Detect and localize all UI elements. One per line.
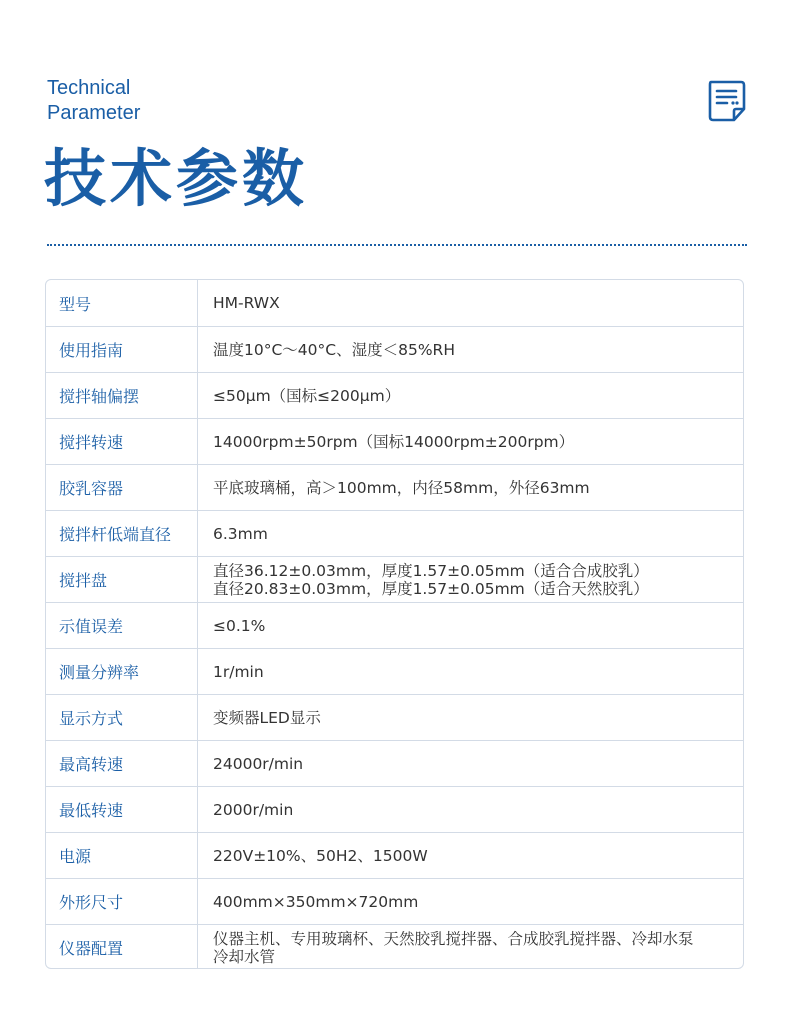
spec-value xyxy=(198,557,743,602)
spec-row xyxy=(46,832,743,878)
spec-value xyxy=(198,419,743,464)
spec-value xyxy=(198,465,743,510)
spec-value-line: 变频器LED显示 xyxy=(213,708,321,727)
spec-label: 最低转速 xyxy=(46,787,198,832)
spec-label: 示值误差 xyxy=(46,603,198,648)
spec-label: 显示方式 xyxy=(46,695,198,740)
spec-value xyxy=(198,879,743,924)
spec-row xyxy=(46,510,743,556)
spec-row xyxy=(46,464,743,510)
spec-label: 测量分辨率 xyxy=(46,649,198,694)
spec-value xyxy=(198,741,743,786)
spec-label: 搅拌转速 xyxy=(46,419,198,464)
spec-label: 最高转速 xyxy=(46,741,198,786)
spec-value xyxy=(198,833,743,878)
spec-row xyxy=(46,418,743,464)
spec-table xyxy=(45,279,744,969)
spec-value-line: 400mm×350mm×720mm xyxy=(213,892,419,911)
spec-value-line: 直径20.83±0.03mm，厚度1.57±0.05mm（适合天然胶乳） xyxy=(213,579,649,598)
spec-label: 搅拌盘 xyxy=(46,557,198,602)
spec-label: 电源 xyxy=(46,833,198,878)
spec-value-line: 14000rpm±50rpm（国标14000rpm±200rpm） xyxy=(213,432,575,451)
spec-value-line: ≤0.1% xyxy=(213,616,266,635)
document-list-icon xyxy=(707,79,747,123)
spec-value xyxy=(198,695,743,740)
spec-value xyxy=(198,280,743,326)
section-title-english-line1: Technical xyxy=(47,77,131,99)
spec-value xyxy=(198,925,743,969)
spec-row xyxy=(46,280,743,326)
section-title-english xyxy=(47,76,140,126)
spec-value xyxy=(198,511,743,556)
spec-row xyxy=(46,740,743,786)
spec-row xyxy=(46,924,743,969)
spec-label: 外形尺寸 xyxy=(46,879,198,924)
section-title-chinese: 技术参数 xyxy=(44,142,309,215)
spec-value-line: 1r/min xyxy=(213,662,264,681)
spec-value xyxy=(198,649,743,694)
spec-row xyxy=(46,786,743,832)
spec-value-line: 冷却水管 xyxy=(213,947,276,966)
spec-row xyxy=(46,556,743,602)
spec-row xyxy=(46,372,743,418)
spec-row xyxy=(46,602,743,648)
spec-value-line: 24000r/min xyxy=(213,754,304,773)
spec-row xyxy=(46,878,743,924)
spec-value-line: 平底玻璃桶，高＞100mm，内径58mm，外径63mm xyxy=(213,478,590,497)
spec-value-line: 6.3mm xyxy=(213,524,268,543)
spec-label: 搅拌轴偏摆 xyxy=(46,373,198,418)
spec-label: 使用指南 xyxy=(46,327,198,372)
spec-value-line: ≤50μm（国标≤200μm） xyxy=(213,386,401,405)
spec-value-line: 温度10°C～40°C、湿度＜85%RH xyxy=(213,340,455,359)
spec-row xyxy=(46,648,743,694)
section-title-english-line2: Parameter xyxy=(47,102,141,124)
spec-value-line: 直径36.12±0.03mm，厚度1.57±0.05mm（适合合成胶乳） xyxy=(213,561,649,580)
spec-label: 搅拌杆低端直径 xyxy=(46,511,198,556)
spec-label: 仪器配置 xyxy=(46,925,198,969)
spec-row xyxy=(46,694,743,740)
spec-label: 胶乳容器 xyxy=(46,465,198,510)
spec-value xyxy=(198,373,743,418)
spec-value-line: 2000r/min xyxy=(213,800,294,819)
spec-value xyxy=(198,327,743,372)
spec-value xyxy=(198,787,743,832)
spec-value-line: HM-RWX xyxy=(213,294,280,312)
spec-row xyxy=(46,326,743,372)
spec-value-line: 仪器主机、专用玻璃杯、天然胶乳搅拌器、合成胶乳搅拌器、冷却水泵 xyxy=(213,929,694,948)
dotted-divider xyxy=(47,244,747,246)
spec-label: 型号 xyxy=(46,280,198,326)
spec-value xyxy=(198,603,743,648)
spec-value-line: 220V±10%、50H2、1500W xyxy=(213,846,428,865)
